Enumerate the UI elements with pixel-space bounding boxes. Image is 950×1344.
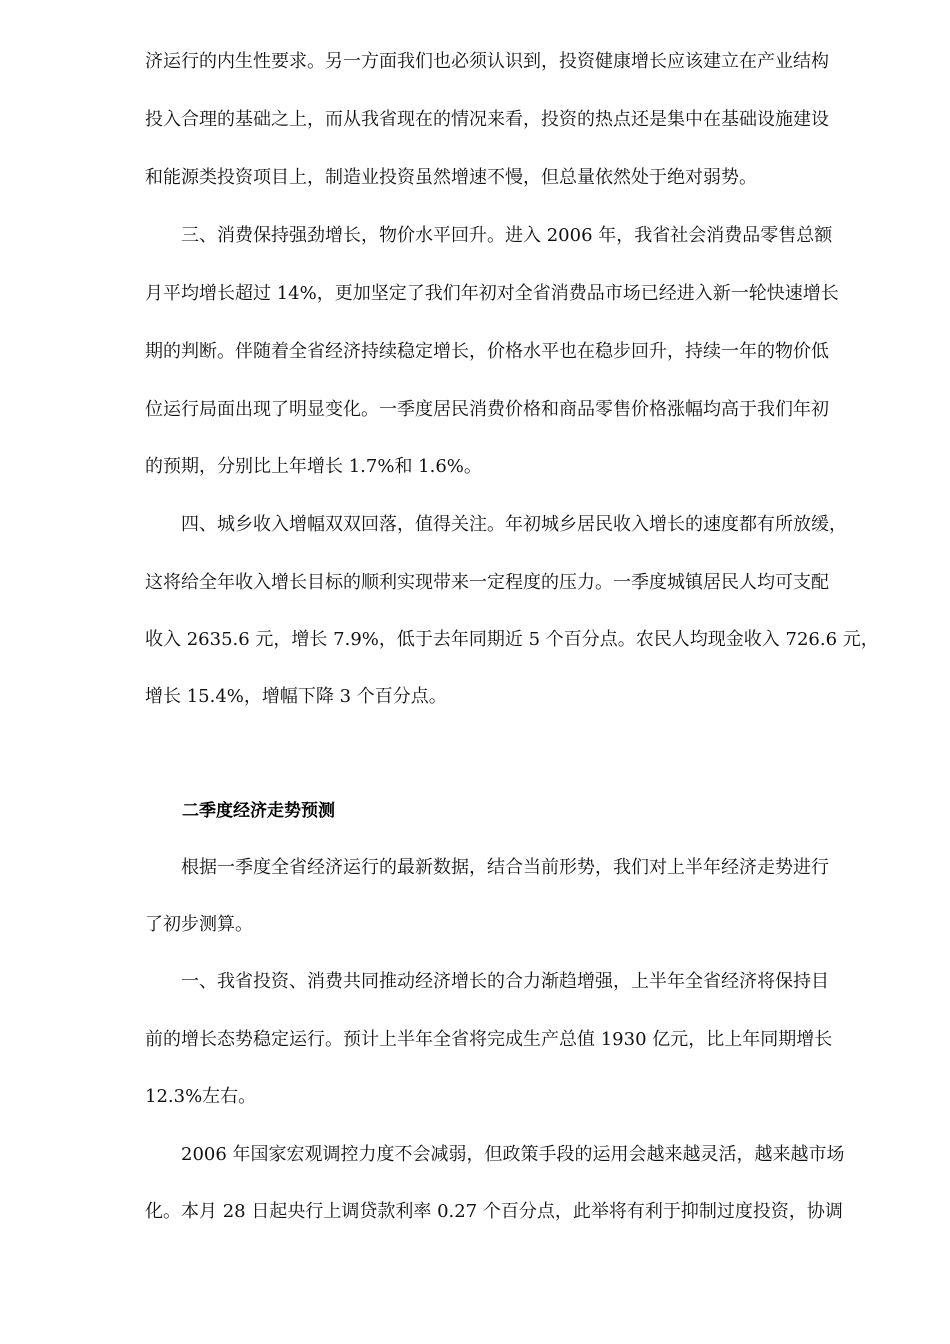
text-line: 的预期，分别比上年增长 1.7%和 1.6%。: [145, 456, 482, 477]
text-line: 收入 2635.6 元，增长 7.9%，低于去年同期近 5 个百分点。农民人均现金收入 726.6 元，: [145, 629, 879, 650]
text-line: 化。本月 28 日起央行上调贷款利率 0.27 个百分点，此举将有利于抑制过度投资，协调: [145, 1201, 843, 1222]
text-line: 和能源类投资项目上，制造业投资虽然增速不慢，但总量依然处于绝对弱势。: [145, 167, 757, 188]
text-line: 三、消费保持强劲增长，物价水平回升。进入 2006 年，我省社会消费品零售总额: [145, 225, 833, 246]
text-line: 这将给全年收入增长目标的顺利实现带来一定程度的压力。一季度城镇居民人均可支配: [145, 572, 829, 593]
text-line: 济运行的内生性要求。另一方面我们也必须认识到，投资健康增长应该建立在产业结构: [145, 51, 829, 72]
text-line: 四、城乡收入增幅双双回落，值得关注。年初城乡居民收入增长的速度都有所放缓，: [145, 514, 847, 535]
text-line: 投入合理的基础之上，而从我省现在的情况来看，投资的热点还是集中在基础设施建设: [145, 109, 829, 130]
text-line: 了初步测算。: [145, 914, 253, 935]
text-line: 月平均增长超过 14%，更加坚定了我们年初对全省消费品市场已经进入新一轮快速增长: [145, 283, 839, 304]
text-line: 位运行局面出现了明显变化。一季度居民消费价格和商品零售价格涨幅均高于我们年初: [145, 399, 829, 420]
section-heading: 二季度经济走势预测: [182, 801, 335, 821]
text-line: 2006 年国家宏观调控力度不会减弱，但政策手段的运用会越来越灵活，越来越市场: [145, 1144, 845, 1165]
text-line: 12.3%左右。: [145, 1086, 257, 1107]
text-line: 增长 15.4%，增幅下降 3 个百分点。: [145, 686, 447, 707]
text-line: 根据一季度全省经济运行的最新数据，结合当前形势，我们对上半年经济走势进行: [145, 857, 829, 878]
text-line: 前的增长态势稳定运行。预计上半年全省将完成生产总值 1930 亿元，比上年同期增长: [145, 1029, 833, 1050]
text-line: 一、我省投资、消费共同推动经济增长的合力渐趋增强，上半年全省经济将保持目: [145, 971, 829, 992]
text-line: 期的判断。伴随着全省经济持续稳定增长，价格水平也在稳步回升，持续一年的物价低: [145, 341, 829, 362]
